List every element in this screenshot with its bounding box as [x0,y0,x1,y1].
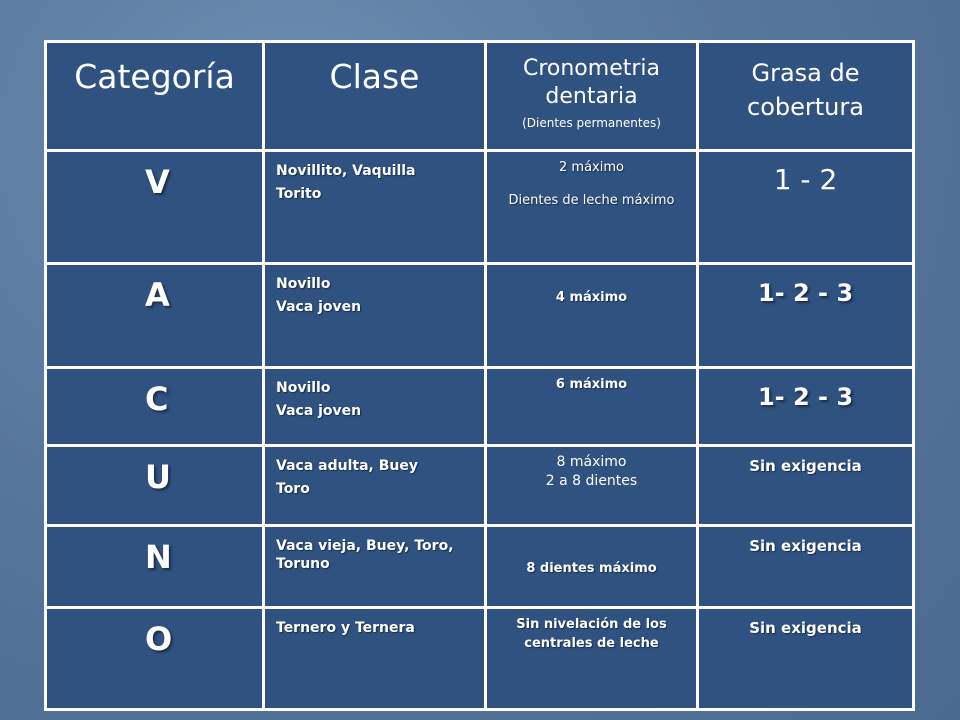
header-categoria: Categoría [46,42,264,151]
header-grasa: Grasa de cobertura [698,42,914,151]
categoria-cell: U [46,446,264,526]
table-row [46,368,914,446]
cronometria-cell: 2 máximo Dientes de leche máximo [486,151,698,264]
clase-cell: Ternero y Ternera [264,608,486,710]
table-row [46,151,914,264]
cronometria-cell: Sin nivelación de los centrales de leche [486,608,698,710]
clase-cell: Vaca adulta, Buey Toro [264,446,486,526]
grasa-cell: Sin exigencia [698,608,914,710]
header-clase: Clase [264,42,486,151]
table-row [46,526,914,608]
categoria-cell: O [46,608,264,710]
classification-table [44,40,915,711]
categoria-cell: C [46,368,264,446]
clase-cell: Novillito, Vaquilla Torito [264,151,486,264]
table-row [46,446,914,526]
cronometria-cell: 8 dientes máximo [486,526,698,608]
grasa-cell: Sin exigencia [698,446,914,526]
categoria-cell: N [46,526,264,608]
cronometria-cell: 6 máximo [486,368,698,446]
grasa-cell: 1- 2 - 3 [698,264,914,368]
grasa-cell: Sin exigencia [698,526,914,608]
header-row [46,42,914,151]
grasa-cell: 1 - 2 [698,151,914,264]
categoria-cell: A [46,264,264,368]
table-row [46,264,914,368]
header-cronometria: Cronometria dentaria (Dientes permanentes) [486,42,698,151]
clase-cell: Novillo Vaca joven [264,264,486,368]
clase-cell: Novillo Vaca joven [264,368,486,446]
clase-cell: Vaca vieja, Buey, Toro, Toruno [264,526,486,608]
grasa-cell: 1- 2 - 3 [698,368,914,446]
table-row [46,608,914,710]
categoria-cell: V [46,151,264,264]
cronometria-cell: 4 máximo [486,264,698,368]
cronometria-cell: 8 máximo 2 a 8 dientes [486,446,698,526]
